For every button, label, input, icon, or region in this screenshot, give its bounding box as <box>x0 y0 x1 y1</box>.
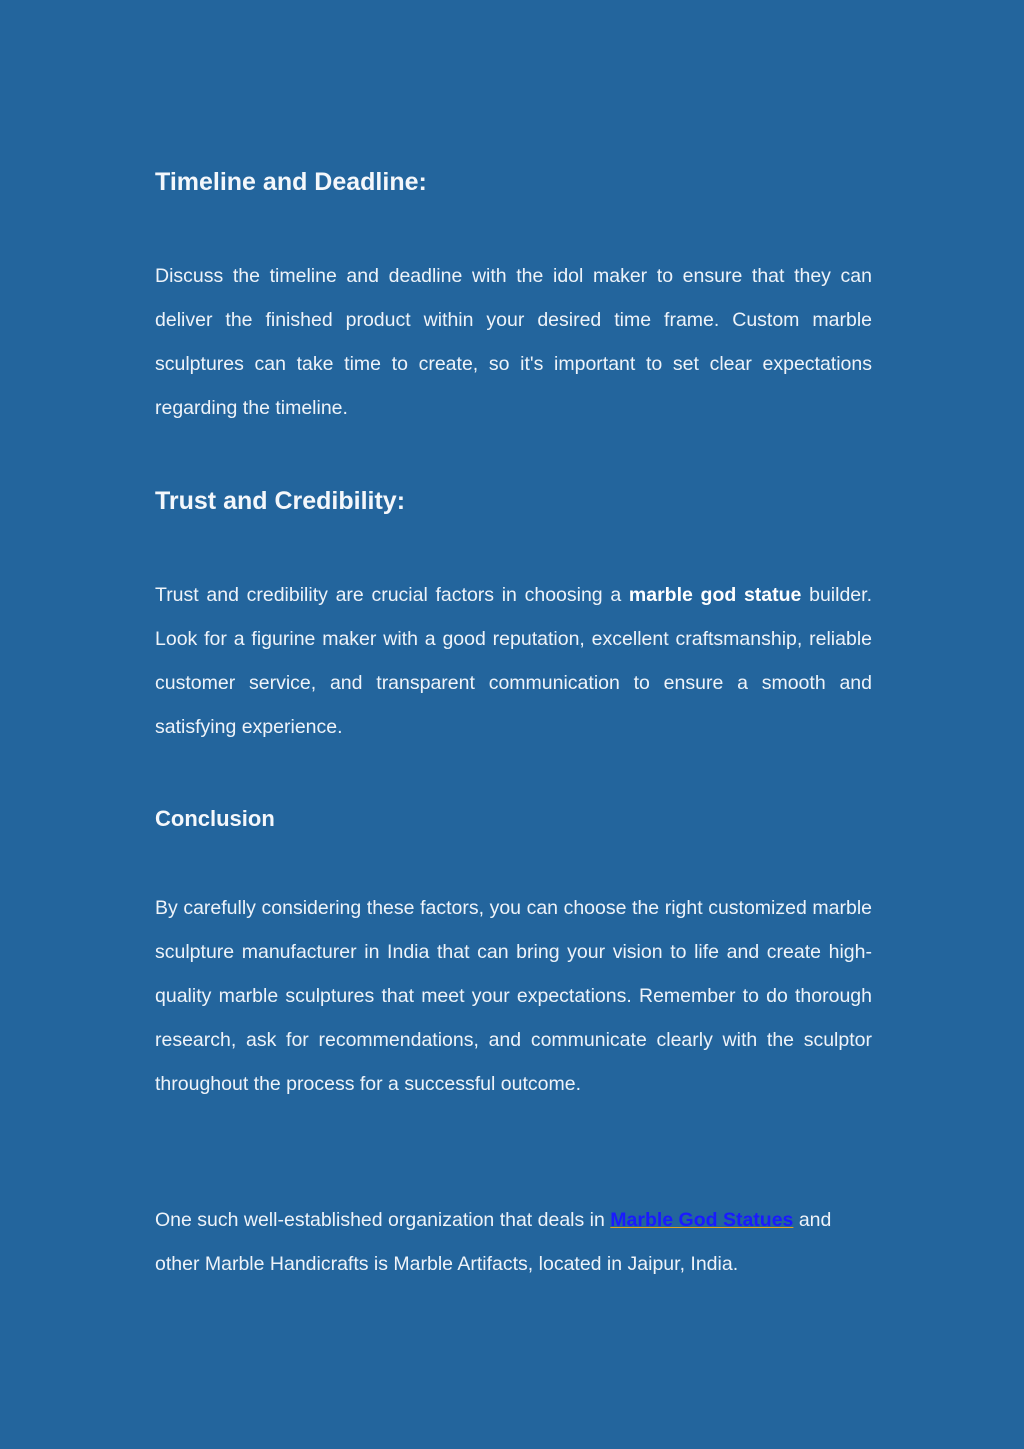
paragraph-trust-bold: marble god statue <box>628 584 802 606</box>
paragraph-conclusion: By carefully considering these factors, you can choose the right customized marble sculpture manufacturer in India that can bring your vision to life and create high-quality marble sculptures that meet your expectations. Remember to do thorough research, ask for recommendations, and communicate clearly with the sculptor throughout the process for a successful outcome. <box>155 897 872 1095</box>
closing-pre: One such well-established organization that deals in <box>155 1209 611 1231</box>
heading-trust: Trust and Credibility: <box>155 487 406 515</box>
paragraph-trust-post: builder. Look for a figurine maker with a good reputation, excellent craftsmanship, reliable customer service, and transparent communication to ensure a smooth and satisfying experience. <box>155 584 872 738</box>
paragraph-trust-pre: Trust and credibility are crucial factors in choosing a <box>155 584 629 606</box>
heading-conclusion: Conclusion <box>155 806 275 831</box>
marble-god-statues-link[interactable]: Marble God Statues <box>610 1209 794 1231</box>
heading-timeline: Timeline and Deadline: <box>155 168 427 196</box>
closing-post: and other Marble Handicrafts is Marble Artifacts, located in Jaipur, India. <box>155 1209 832 1275</box>
paragraph-trust <box>155 573 872 749</box>
paragraph-timeline: Discuss the timeline and deadline with the idol maker to ensure that they can deliver the finished product within your desired time frame. Custom marble sculptures can take time to create, so it's important to set clear expectations regarding the timeline. <box>155 265 872 419</box>
paragraph-closing <box>155 1198 872 1286</box>
